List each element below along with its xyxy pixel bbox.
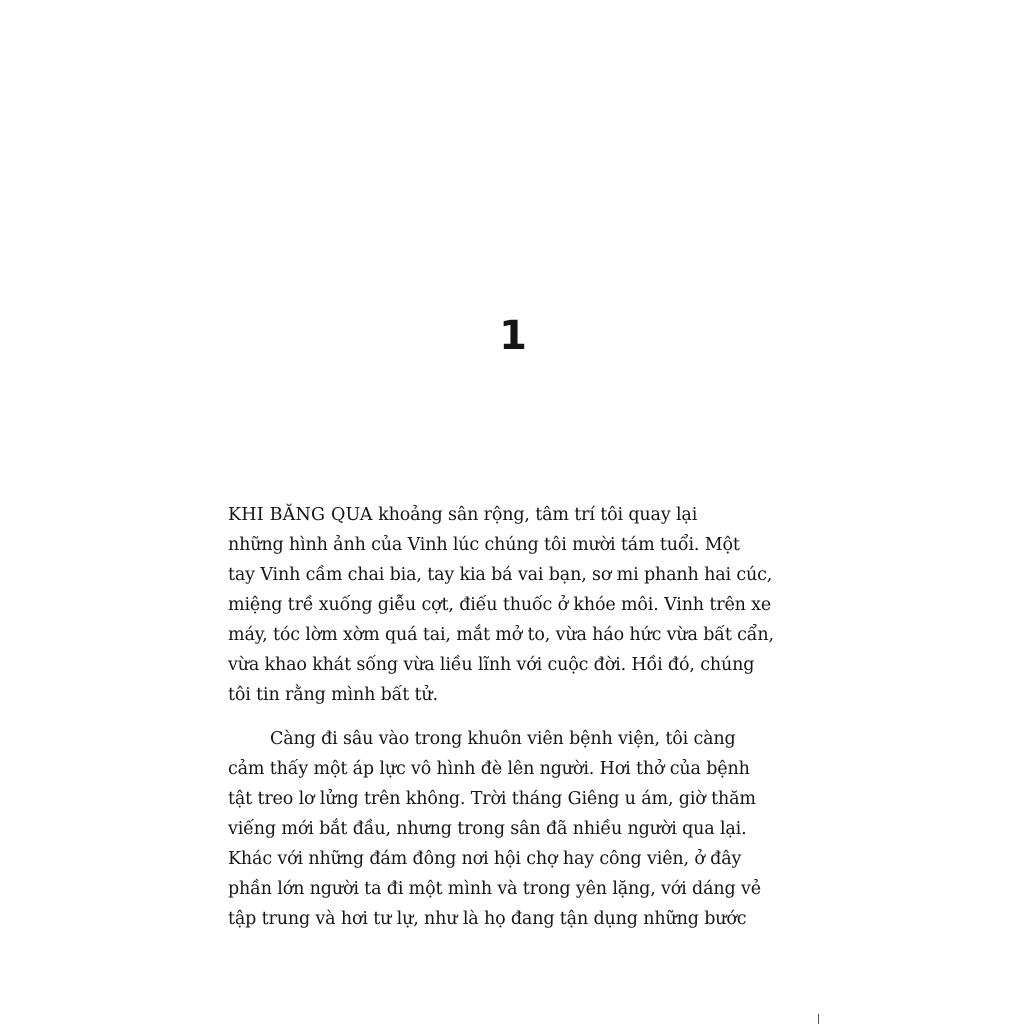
text-line: vừa khao khát sống vừa liều lĩnh với cuộc đời. Hồi đó, chúng	[228, 655, 755, 675]
text-line: máy, tóc lờm xờm quá tai, mắt mở to, vừa háo hức vừa bất cẩn,	[228, 625, 774, 645]
text-line	[228, 500, 748, 530]
text-line: những hình ảnh của Vinh lúc chúng tôi mười tám tuổi. Một	[228, 535, 740, 555]
paragraph-2	[228, 724, 761, 934]
text-line: tập trung và hơi tư lự, như là họ đang tận dụng những bước	[228, 909, 747, 929]
chapter-number: 1	[499, 313, 527, 359]
text-line-rest: khoảng sân rộng, tâm trí tôi quay lại	[372, 505, 698, 525]
text-line: Khác với những đám đông nơi hội chợ hay công viên, ở đây	[228, 849, 742, 869]
text-line: miệng trề xuống giễu cợt, điếu thuốc ở khóe môi. Vinh trên xe	[228, 595, 772, 615]
scan-edge-mark	[818, 1014, 819, 1024]
text-line: tay Vinh cầm chai bia, tay kia bá vai bạn, sơ mi phanh hai cúc,	[228, 565, 773, 585]
chapter-body	[228, 500, 774, 934]
text-line: tôi tin rằng mình bất tử.	[228, 685, 438, 705]
text-line: cảm thấy một áp lực vô hình đè lên người. Hơi thở của bệnh	[228, 759, 750, 779]
text-line: phần lớn người ta đi một mình và trong yên lặng, với dáng vẻ	[228, 879, 761, 899]
text-line: viếng mới bắt đầu, nhưng trong sân đã nhiều người qua lại.	[228, 819, 747, 839]
text-line: tật treo lơ lửng trên không. Trời tháng Giêng u ám, giờ thăm	[228, 789, 756, 809]
paragraph-spacer	[228, 710, 748, 724]
text-line: Càng đi sâu vào trong khuôn viên bệnh viện, tôi càng	[270, 729, 736, 749]
lead-in-caps: KHI BĂNG QUA	[228, 505, 373, 525]
paragraph-1	[228, 500, 774, 710]
